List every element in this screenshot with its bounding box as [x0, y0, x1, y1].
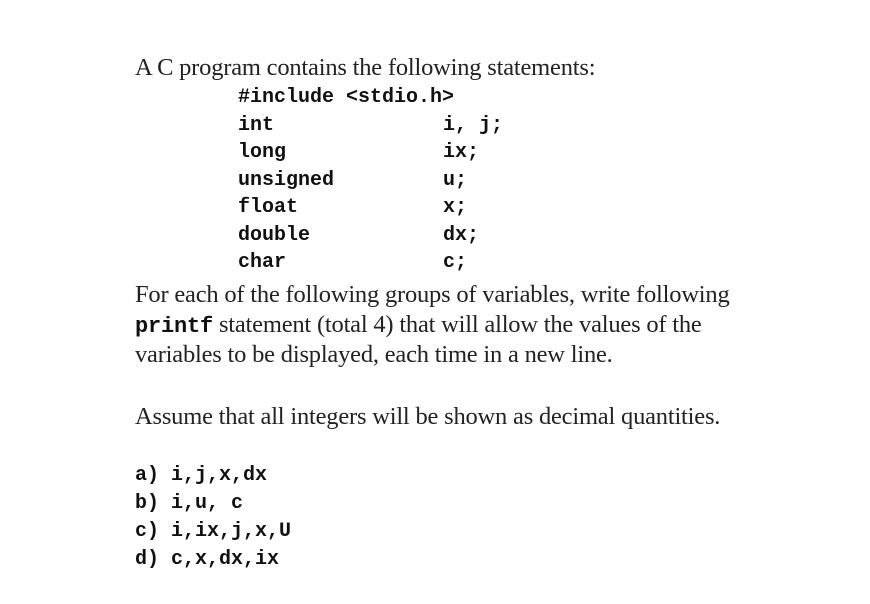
include-directive: #include <stdio.h> — [238, 86, 455, 109]
declaration-type: long — [238, 141, 287, 164]
code-block — [238, 84, 504, 277]
instruction-line-2 — [135, 310, 795, 340]
list-item: b) i,u, c — [135, 492, 244, 515]
declaration-row — [238, 249, 468, 277]
declaration-type: int — [238, 113, 275, 137]
declaration-type: float — [238, 196, 299, 219]
instruction-line-2-text: statement (total 4) that will allow the values of the — [213, 311, 702, 338]
declaration-row — [238, 112, 504, 140]
declaration-vars: dx; — [443, 223, 480, 247]
instruction-paragraph — [135, 280, 795, 370]
declaration-vars: x; — [443, 196, 468, 219]
declaration-vars: ix; — [443, 141, 480, 164]
intro-text: A C program contains the following statements: — [135, 54, 596, 81]
declaration-row — [238, 194, 468, 222]
assumption-text: Assume that all integers will be shown as decimal quantities. — [135, 403, 721, 430]
declaration-vars: c; — [443, 251, 468, 274]
list-item: d) c,x,dx,ix — [135, 548, 280, 571]
printf-keyword: printf — [135, 314, 214, 339]
declaration-type: char — [238, 251, 287, 274]
declaration-vars: u; — [443, 168, 468, 192]
variable-groups-list — [135, 462, 291, 574]
declaration-row — [238, 139, 480, 167]
list-item: a) i,j,x,dx — [135, 464, 268, 487]
instruction-line-1: For each of the following groups of variables, write following — [135, 281, 730, 308]
declaration-vars: i, j; — [443, 113, 504, 137]
declaration-type: double — [238, 223, 311, 247]
instruction-line-3: variables to be displayed, each time in a new line. — [135, 341, 613, 368]
declaration-row — [238, 167, 468, 195]
list-item: c) i,ix,j,x,U — [135, 520, 292, 543]
declaration-row — [238, 222, 480, 250]
declaration-type: unsigned — [238, 168, 335, 192]
